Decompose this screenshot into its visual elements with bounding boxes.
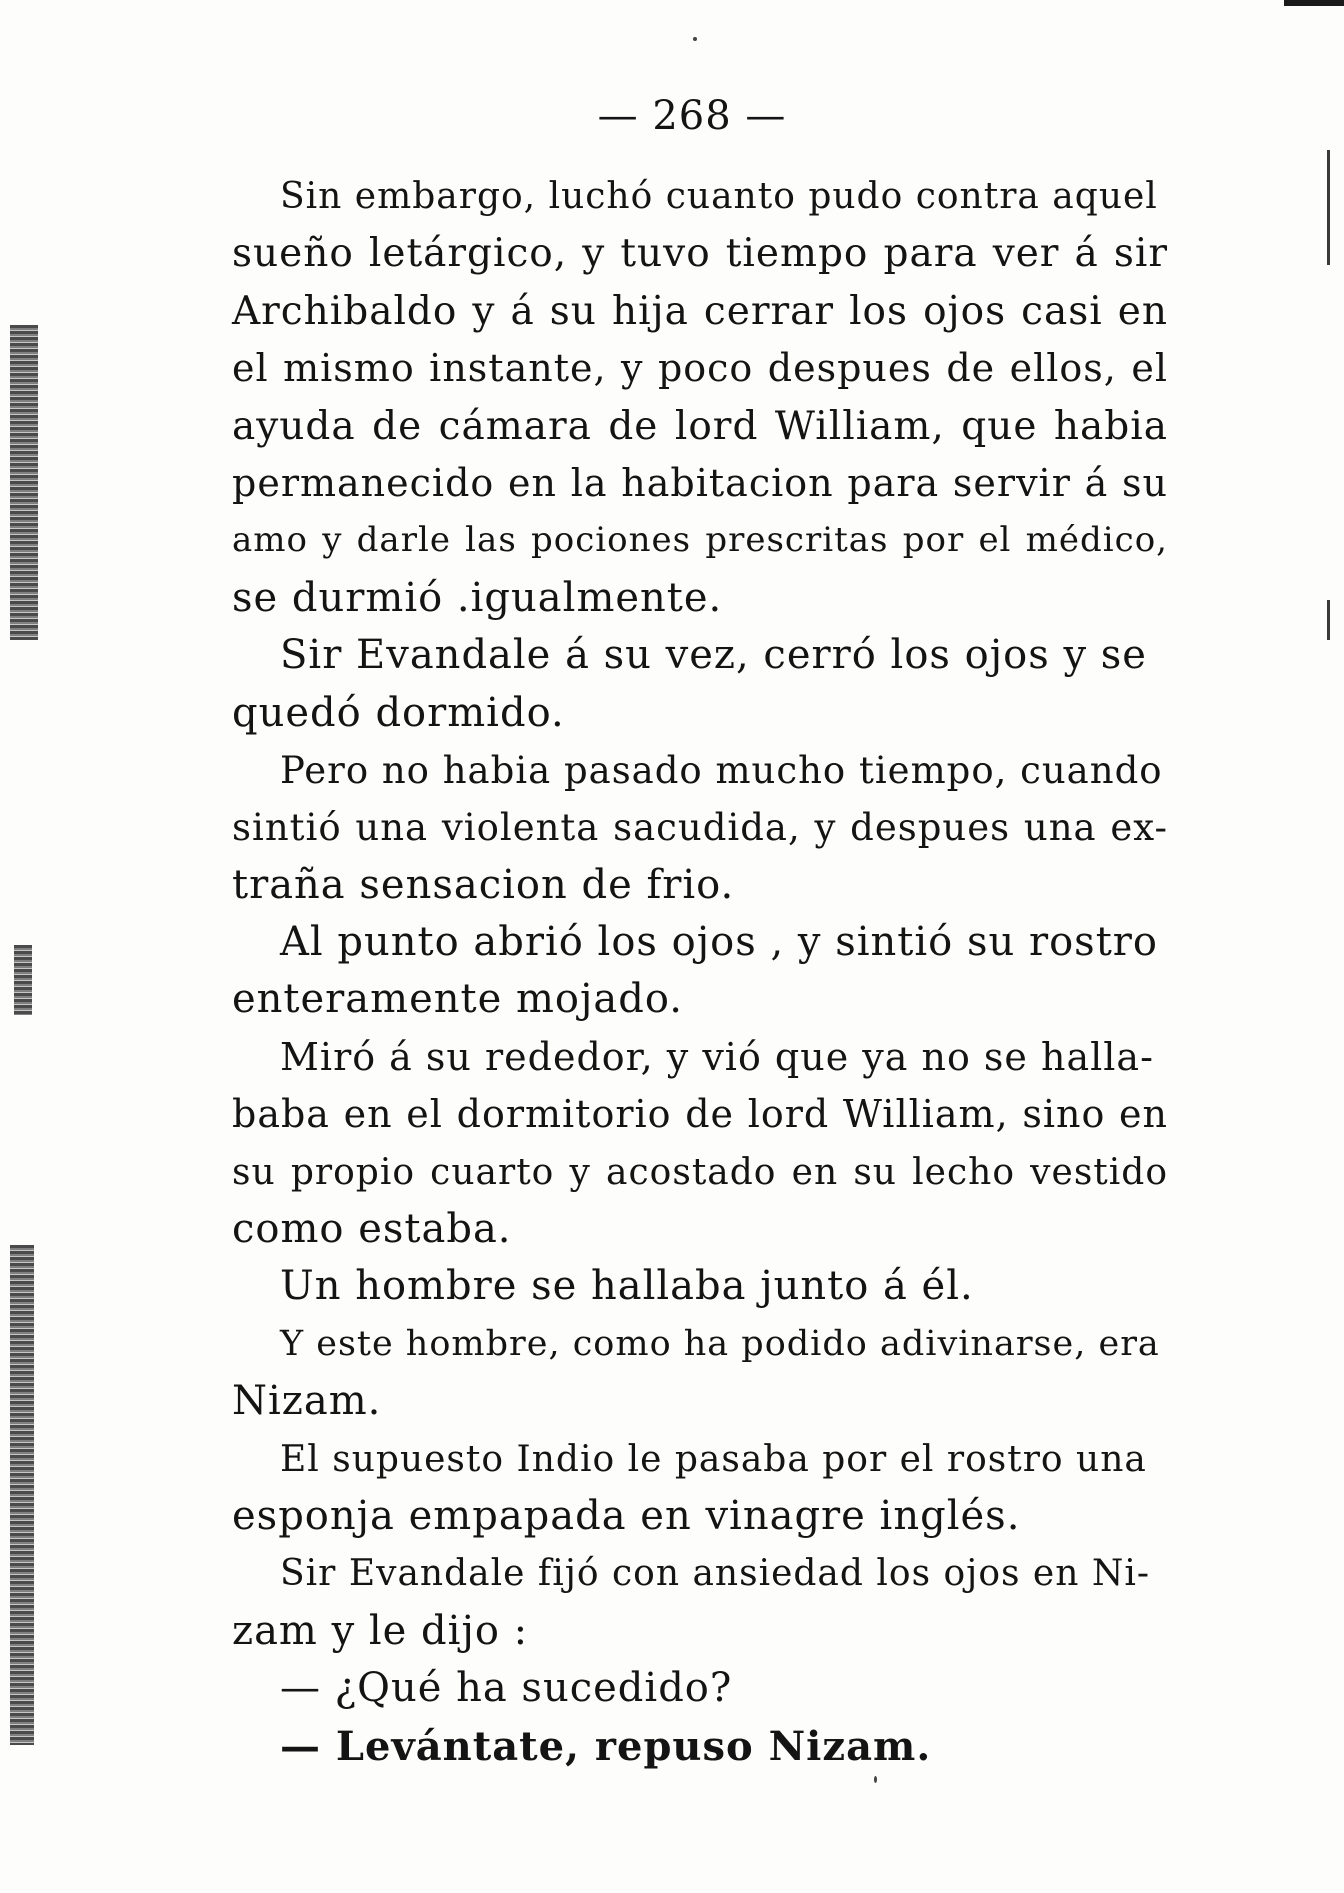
text-line: Pero no habia pasado mucho tiempo, cuando xyxy=(280,748,1163,792)
text-line: traña sensacion de frio. xyxy=(232,861,735,908)
text-line: su propio cuarto y acostado en su lecho vestido xyxy=(232,1151,1168,1193)
left-binding-shadow-top xyxy=(10,325,38,640)
text-line: Nizam. xyxy=(232,1378,382,1425)
page-number: — 268 — xyxy=(597,93,787,139)
text-line: — ¿Qué ha sucedido? xyxy=(280,1665,733,1712)
text-line: sintió una violenta sacudida, y despues una ex- xyxy=(232,806,1168,850)
top-right-scan-edge xyxy=(1284,0,1344,6)
text-line: se durmió .igualmente. xyxy=(232,574,723,621)
text-line: baba en el dormitorio de lord William, sino en xyxy=(232,1092,1168,1137)
text-line: zam y le dijo : xyxy=(232,1607,529,1654)
text-line: permanecido en la habitacion para servir á su xyxy=(232,460,1168,505)
right-margin-mark-mid xyxy=(1327,600,1330,640)
text-line: Y este hombre, como ha podido adivinarse, era xyxy=(280,1323,1160,1364)
text-line: Un hombre se hallaba junto á él. xyxy=(280,1263,974,1310)
text-line: sueño letárgico, y tuvo tiempo para ver á sir xyxy=(232,231,1168,277)
text-line: como estaba. xyxy=(232,1206,512,1253)
text-line: Sir Evandale fijó con ansiedad los ojos en Ni- xyxy=(280,1553,1151,1595)
text-line: Archibaldo y á su hija cerrar los ojos casi en xyxy=(232,288,1168,334)
text-line: amo y darle las pociones prescritas por el médico, xyxy=(232,520,1168,561)
text-line: Al punto abrió los ojos , y sintió su rostro xyxy=(280,919,1158,966)
text-line: Sin embargo, luchó cuanto pudo contra aquel xyxy=(280,176,1158,217)
text-line: quedó dormido. xyxy=(232,689,565,736)
left-binding-shadow-bottom xyxy=(10,1245,34,1745)
text-line: — Levántate, repuso Nizam. xyxy=(280,1722,932,1770)
scan-speck xyxy=(693,37,697,41)
text-line: ayuda de cámara de lord William, que habia xyxy=(232,403,1168,449)
scan-speck xyxy=(874,1776,877,1783)
right-margin-mark-top xyxy=(1327,150,1330,265)
body-text xyxy=(232,168,1168,1775)
text-line: El supuesto Indio le pasaba por el rostro una xyxy=(280,1438,1147,1480)
text-line: esponja empapada en vinagre inglés. xyxy=(232,1492,1021,1539)
text-line: Sir Evandale á su vez, cerró los ojos y se xyxy=(280,632,1147,679)
text-line: el mismo instante, y poco despues de ellos, el xyxy=(232,346,1168,391)
left-binding-shadow-mid xyxy=(14,945,32,1015)
text-line: enteramente mojado. xyxy=(232,976,683,1023)
text-line: Miró á su rededor, y vió que ya no se halla- xyxy=(280,1034,1154,1079)
